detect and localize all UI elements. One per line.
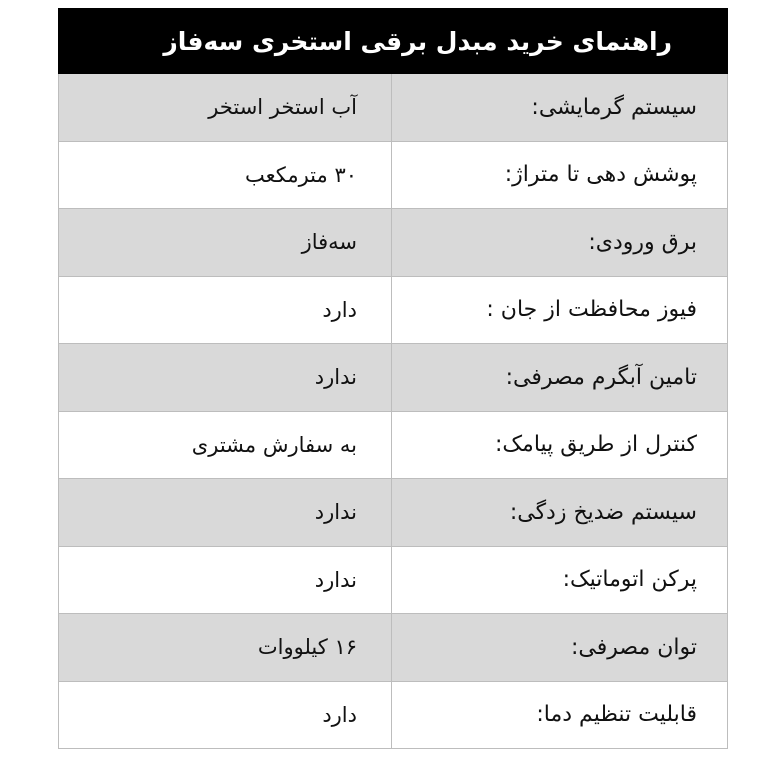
row-value: ندارد [314,567,357,592]
row-label: توان مصرفی: [391,614,727,681]
table-row [59,344,727,412]
row-label: برق ورودی: [391,209,727,276]
row-label: پوشش دهی تا متراژ: [391,142,727,209]
row-value: دارد [322,702,357,727]
table-row [59,142,727,210]
table-row [59,74,727,142]
row-label: کنترل از طریق پیامک: [391,412,727,479]
table-body [58,74,728,749]
row-value: سه‌فاز [301,230,357,255]
row-label: پرکن اتوماتیک: [391,547,727,614]
table-row [59,614,727,682]
table-title: راهنمای خرید مبدل برقی استخری سه‌فاز [58,8,728,74]
row-value: دارد [322,297,357,322]
row-label: تامین آبگرم مصرفی: [391,344,727,411]
row-value: ندارد [314,365,357,390]
row-label: سیستم گرمایشی: [391,74,727,141]
row-value: به سفارش مشتری [191,432,357,457]
row-value: ۱۶ کیلووات [257,635,357,660]
table-row [59,547,727,615]
row-label: فیوز محافظت از جان : [391,277,727,344]
table-row [59,209,727,277]
table-row [59,682,727,750]
spec-table [58,8,728,749]
table-row [59,277,727,345]
row-value: ندارد [314,500,357,525]
row-label: قابلیت تنظیم دما: [391,682,727,749]
row-value: ۳۰ مترمکعب [244,162,357,187]
row-value: آب استخر استخر [208,95,357,120]
row-label: سیستم ضدیخ زدگی: [391,479,727,546]
table-row [59,412,727,480]
table-row [59,479,727,547]
